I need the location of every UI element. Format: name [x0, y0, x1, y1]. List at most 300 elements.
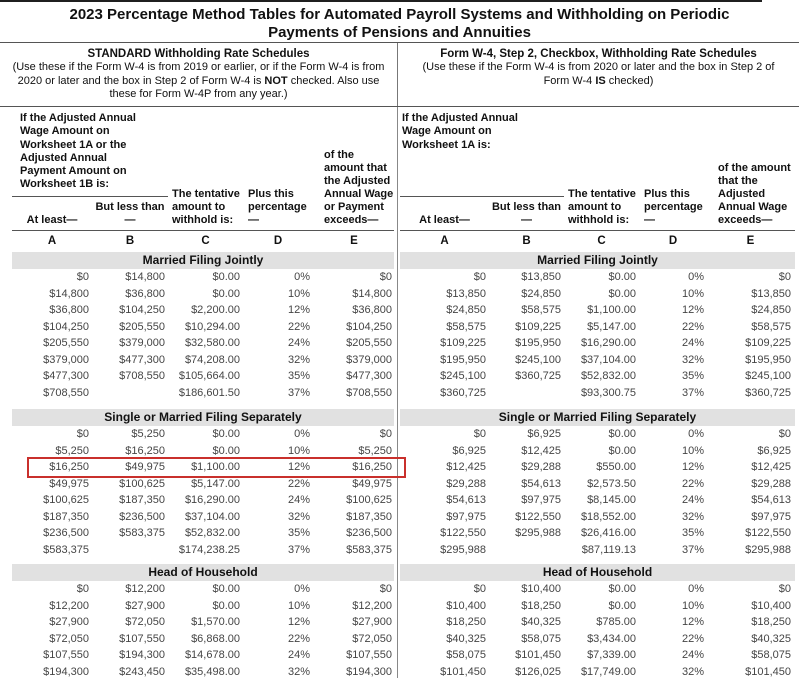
cell-c: $16,290.00: [580, 337, 636, 349]
cell-d: 35%: [681, 527, 704, 539]
cell-c: $35,498.00: [184, 665, 240, 678]
column-letters-row: [400, 231, 795, 252]
cell-a: $122,550: [440, 527, 486, 539]
cell-b: $10,400: [521, 583, 561, 595]
cell-d: 32%: [287, 353, 310, 366]
cell-a: $5,250: [55, 444, 89, 457]
cell-b: $195,950: [515, 337, 561, 349]
section-title: Single or Married Filing Separately: [12, 409, 394, 426]
table-row: [400, 286, 795, 303]
cell-b: $40,325: [521, 616, 561, 628]
cell-e: $245,100: [745, 370, 791, 382]
cell-b: $104,250: [119, 304, 165, 316]
col-label-amount-exceeds: of the amount that the Adjusted Annual Wage or Payment exceeds—: [324, 149, 394, 226]
cell-d: 22%: [287, 320, 310, 333]
cell-d: 22%: [287, 632, 310, 645]
cell-c: $1,100.00: [191, 461, 240, 473]
checkbox-schedule-heading: Form W-4, Step 2, Checkbox, Withholding Rate Schedules: [440, 48, 757, 60]
table-row: [12, 664, 394, 678]
cell-d: 0%: [688, 428, 704, 440]
letter-d: D: [668, 235, 678, 247]
cell-c: $174,238.25: [178, 543, 240, 556]
cell-c: $0.00: [608, 271, 636, 283]
cell-e: $379,000: [346, 353, 392, 366]
cell-a: $104,250: [43, 320, 89, 333]
cell-d: 32%: [681, 510, 704, 523]
cell-b: $36,800: [125, 287, 165, 300]
cell-b: $101,450: [515, 649, 561, 661]
table-row: [12, 459, 394, 476]
cell-a: $72,050: [49, 632, 89, 645]
cell-e: $40,325: [751, 632, 791, 645]
table-row: [12, 352, 394, 369]
cell-c: $16,290.00: [184, 494, 240, 506]
table-row: [12, 335, 394, 352]
cell-a: $0: [473, 271, 486, 283]
letter-b: B: [125, 235, 135, 247]
table-row: [400, 319, 795, 336]
cell-b: $187,350: [119, 494, 165, 506]
cell-d: 24%: [681, 649, 704, 661]
cell-b: $54,613: [521, 477, 561, 490]
table-row: [400, 302, 795, 319]
cell-b: $245,100: [515, 353, 561, 366]
cell-a: $27,900: [49, 616, 89, 628]
cell-c: $1,570.00: [191, 616, 240, 628]
cell-b: $583,375: [119, 527, 165, 539]
cell-a: $13,850: [446, 287, 486, 300]
cell-b: $72,050: [125, 616, 165, 628]
cell-b: $18,250: [521, 599, 561, 612]
cell-e: $0: [778, 583, 791, 595]
table-row: [12, 631, 394, 648]
cell-b: $205,550: [119, 320, 165, 333]
top-edge-strip: [0, 0, 762, 2]
letter-b: B: [522, 235, 531, 247]
cell-a: $0: [473, 583, 486, 595]
cell-e: $109,225: [745, 337, 791, 349]
cell-e: $205,550: [346, 337, 392, 349]
table-row: [400, 581, 795, 598]
cell-c: $0.00: [212, 287, 240, 300]
cell-d: 12%: [287, 304, 310, 316]
cell-c: $550.00: [596, 461, 636, 473]
cell-d: 22%: [681, 477, 704, 490]
table-row: [12, 302, 394, 319]
cell-e: $13,850: [751, 287, 791, 300]
cell-e: $97,975: [751, 510, 791, 523]
cell-b: $194,300: [119, 649, 165, 661]
cell-e: $49,975: [352, 477, 392, 490]
table-row: [400, 335, 795, 352]
cell-b: [92, 542, 168, 559]
section-title: Married Filing Jointly: [12, 252, 394, 269]
page-title-line-2: Payments of Pensions and Annuities: [268, 23, 531, 41]
cell-e: $187,350: [346, 510, 392, 523]
cell-e: $583,375: [346, 543, 392, 556]
table-row: [400, 525, 795, 542]
cell-c: $0.00: [608, 287, 636, 300]
cell-b: $16,250: [125, 444, 165, 457]
cell-a: $14,800: [49, 287, 89, 300]
cell-c: $0.00: [212, 583, 240, 595]
letter-a: A: [47, 235, 57, 247]
cell-a: $194,300: [43, 665, 89, 678]
cell-a: $58,075: [446, 649, 486, 661]
letter-a: A: [440, 235, 449, 247]
cell-b: [489, 385, 564, 402]
col-label-plus-percentage: Plus this percentage—: [644, 188, 703, 226]
letter-e: E: [746, 235, 755, 247]
table-row: [400, 269, 795, 286]
cell-b: $97,975: [521, 494, 561, 506]
cell-d: 22%: [681, 632, 704, 645]
cell-e: $27,900: [352, 616, 392, 628]
cell-c: $3,434.00: [587, 632, 636, 645]
standard-schedule-note: [12, 61, 385, 101]
standard-sections: [12, 252, 394, 678]
cell-c: $93,300.75: [580, 386, 636, 399]
cell-e: $16,250: [352, 461, 392, 473]
cell-c: $5,147.00: [587, 320, 636, 333]
cell-c: $14,678.00: [184, 649, 240, 661]
cell-b: $100,625: [119, 477, 165, 490]
cell-a: $58,575: [446, 320, 486, 333]
cell-a: $195,950: [440, 353, 486, 366]
cell-a: $18,250: [446, 616, 486, 628]
cell-c: $0.00: [212, 444, 240, 457]
cell-c: $2,200.00: [191, 304, 240, 316]
cell-d: 24%: [287, 494, 310, 506]
cell-b: $49,975: [125, 461, 165, 473]
cell-d: 0%: [294, 428, 310, 440]
column-headers: [12, 107, 394, 231]
cell-d: 37%: [681, 543, 704, 556]
cell-a: $10,400: [446, 599, 486, 612]
table-row: [400, 492, 795, 509]
letter-c: C: [597, 235, 606, 247]
cell-c: $0.00: [608, 583, 636, 595]
standard-schedule-heading: STANDARD Withholding Rate Schedules: [87, 48, 310, 60]
cell-c: $17,749.00: [580, 665, 636, 678]
table-row: [400, 542, 795, 559]
table-row: [12, 647, 394, 664]
cell-e: $194,300: [346, 665, 392, 678]
col-label-but-less-than: But less than—: [95, 201, 165, 226]
cell-b: $243,450: [119, 665, 165, 678]
table-row: [400, 614, 795, 631]
table-row: [400, 631, 795, 648]
cell-d: 35%: [287, 370, 310, 382]
table-row: [400, 598, 795, 615]
table-row: [12, 368, 394, 385]
cell-e: $0: [379, 428, 392, 440]
table-row: [400, 368, 795, 385]
cell-b: $122,550: [515, 510, 561, 523]
table-row: [12, 385, 394, 402]
cell-a: $54,613: [446, 494, 486, 506]
cell-a: $0: [76, 271, 89, 283]
checkbox-schedule-note: [416, 61, 781, 88]
standard-rate-table: [0, 107, 398, 678]
cell-a: $107,550: [43, 649, 89, 661]
cell-c: $0.00: [212, 428, 240, 440]
table-row: [400, 509, 795, 526]
cell-d: 10%: [681, 599, 704, 612]
cell-c: $5,147.00: [191, 477, 240, 490]
cell-a: $109,225: [440, 337, 486, 349]
cell-c: $6,868.00: [191, 632, 240, 645]
col-label-at-least: At least—: [26, 214, 78, 226]
cell-e: $104,250: [346, 320, 392, 333]
letter-d: D: [273, 235, 283, 247]
col-label-at-least: At least—: [419, 214, 470, 226]
note-bold-word: IS: [595, 74, 606, 87]
cell-b: $295,988: [515, 527, 561, 539]
table-row: [12, 492, 394, 509]
cell-d: 10%: [681, 444, 704, 457]
standard-table-inner: [12, 107, 394, 678]
cell-a: $0: [473, 428, 486, 440]
col-label-plus-percentage: Plus this percentage—: [248, 188, 307, 226]
cell-a: $29,288: [446, 477, 486, 490]
cell-d: 0%: [294, 583, 310, 595]
table-row: [12, 581, 394, 598]
col-label-amount-exceeds: of the amount that the Adjusted Annual Wage exceeds—: [718, 162, 791, 226]
cell-d: 37%: [287, 543, 310, 556]
cell-d: 24%: [681, 337, 704, 349]
table-row: [12, 426, 394, 443]
table-row: [12, 542, 394, 559]
cell-a: $12,425: [446, 461, 486, 473]
cell-a: $16,250: [49, 461, 89, 473]
rate-tables-row: [0, 107, 799, 678]
cell-b: $477,300: [119, 353, 165, 366]
cell-c: $37,104.00: [184, 510, 240, 523]
rate-section: [12, 564, 394, 678]
checkbox-rate-table: [398, 107, 798, 678]
cell-a: $360,725: [440, 386, 486, 399]
cell-b: $6,925: [527, 428, 561, 440]
cell-a: $49,975: [49, 477, 89, 490]
cell-a: $295,988: [440, 543, 486, 556]
cell-d: 32%: [287, 510, 310, 523]
column-labels: [400, 162, 795, 230]
cell-a: $0: [76, 428, 89, 440]
wage-amount-intro: If the Adjusted Annual Wage Amount on Worksheet 1A is:: [402, 112, 518, 151]
letter-e: E: [350, 235, 358, 247]
table-row: [12, 443, 394, 460]
cell-b: $5,250: [131, 428, 165, 440]
cell-b: $379,000: [119, 337, 165, 349]
cell-b: $360,725: [515, 370, 561, 382]
cell-e: $12,425: [751, 461, 791, 473]
cell-c: $0.00: [608, 428, 636, 440]
cell-e: $477,300: [346, 370, 392, 382]
cell-b: $708,550: [119, 370, 165, 382]
cell-a: $100,625: [43, 494, 89, 506]
rate-section: [12, 252, 394, 401]
cell-e: $360,725: [745, 386, 791, 399]
cell-d: 22%: [681, 320, 704, 333]
cell-e: $100,625: [346, 494, 392, 506]
cell-a: $36,800: [49, 304, 89, 316]
cell-e: $72,050: [352, 632, 392, 645]
cell-b: $14,800: [125, 271, 165, 283]
cell-b: $12,425: [521, 444, 561, 457]
table-row: [400, 426, 795, 443]
cell-d: 24%: [287, 337, 310, 349]
table-row: [12, 269, 394, 286]
cell-c: $0.00: [212, 271, 240, 283]
cell-b: $107,550: [119, 632, 165, 645]
cell-e: $708,550: [346, 386, 392, 399]
cell-a: $0: [76, 583, 89, 595]
table-row: [400, 476, 795, 493]
note-text: (Use these if the Form W-4 is from 2020 or later and the box in Step 2 of Form W-4: [422, 61, 775, 87]
cell-e: $12,200: [352, 599, 392, 612]
section-title: Single or Married Filing Separately: [400, 409, 795, 426]
cell-b: [489, 542, 564, 559]
cell-c: $26,416.00: [580, 527, 636, 539]
table-row: [12, 598, 394, 615]
table-row: [400, 443, 795, 460]
cell-c: $785.00: [596, 616, 636, 628]
cell-c: $0.00: [608, 444, 636, 457]
cell-a: $187,350: [43, 510, 89, 523]
cell-e: $14,800: [352, 287, 392, 300]
cell-e: $122,550: [745, 527, 791, 539]
cell-c: $32,580.00: [184, 337, 240, 349]
cell-e: $10,400: [751, 599, 791, 612]
table-row: [12, 509, 394, 526]
cell-d: 32%: [681, 353, 704, 366]
cell-a: $40,325: [446, 632, 486, 645]
cell-e: $5,250: [358, 444, 392, 457]
rate-section: [400, 252, 795, 401]
cell-c: $186,601.50: [178, 386, 240, 399]
column-headers: [400, 107, 795, 231]
note-text: (Use these if the Form W-4 is from 2019 or earlier, or if the Form W-4 is from 2020 or later and the box in Step 2 of Form W-4 is: [12, 61, 385, 87]
cell-e: $0: [778, 428, 791, 440]
cell-d: 0%: [688, 271, 704, 283]
cell-b: $27,900: [125, 599, 165, 612]
cell-e: $29,288: [751, 477, 791, 490]
cell-b: $12,200: [125, 583, 165, 595]
cell-d: 24%: [287, 649, 310, 661]
cell-a: $205,550: [43, 337, 89, 349]
cell-b: $236,500: [119, 510, 165, 523]
cell-e: $236,500: [346, 527, 392, 539]
cell-c: $87,119.13: [581, 543, 636, 556]
cell-b: $109,225: [515, 320, 561, 333]
col-label-tentative-amount: The tentative amount to withhold is:: [172, 188, 240, 226]
cell-a: $101,450: [440, 665, 486, 678]
cell-d: 0%: [294, 271, 310, 283]
cell-d: 12%: [681, 461, 704, 473]
cell-b: $24,850: [521, 287, 561, 300]
table-row: [12, 525, 394, 542]
cell-d: 32%: [681, 665, 704, 678]
cell-b: $58,075: [521, 632, 561, 645]
cell-a: $245,100: [440, 370, 486, 382]
rate-section: [400, 409, 795, 558]
cell-a: $12,200: [49, 599, 89, 612]
table-row: [400, 352, 795, 369]
cell-c: $18,552.00: [580, 510, 636, 523]
cell-d: 22%: [287, 477, 310, 490]
cell-d: 0%: [688, 583, 704, 595]
table-row: [12, 319, 394, 336]
section-title: Head of Household: [400, 564, 795, 581]
cell-e: $54,613: [751, 494, 791, 506]
section-title: Head of Household: [12, 564, 394, 581]
cell-c: $52,832.00: [184, 527, 240, 539]
col-label-tentative-amount: The tentative amount to withhold is:: [568, 188, 636, 226]
checkbox-sections: [400, 252, 795, 678]
cell-a: $236,500: [43, 527, 89, 539]
checkbox-table-inner: [400, 107, 795, 678]
checkbox-schedule-header: [398, 43, 799, 106]
cell-a: $6,925: [452, 444, 486, 457]
cell-d: 12%: [681, 616, 704, 628]
cell-a: $97,975: [446, 510, 486, 523]
table-row: [400, 459, 795, 476]
cell-d: 37%: [681, 386, 704, 399]
wage-amount-intro: If the Adjusted Annual Wage Amount on Worksheet 1A or the Adjusted Annual Payment Amount on Worksheet 1B is:: [20, 112, 136, 191]
cell-a: $477,300: [43, 370, 89, 382]
cell-c: $1,100.00: [587, 304, 636, 316]
cell-b: $126,025: [515, 665, 561, 678]
table-row: [400, 385, 795, 402]
cell-b: $13,850: [521, 271, 561, 283]
cell-b: $58,575: [521, 304, 561, 316]
cell-c: $0.00: [212, 599, 240, 612]
cell-e: $195,950: [745, 353, 791, 366]
cell-d: 12%: [287, 616, 310, 628]
cell-a: $379,000: [43, 353, 89, 366]
cell-a: $24,850: [446, 304, 486, 316]
cell-e: $0: [379, 583, 392, 595]
note-bold-word: NOT: [264, 74, 288, 87]
table-row: [12, 614, 394, 631]
cell-e: $6,925: [757, 444, 791, 457]
table-row: [400, 664, 795, 678]
rate-section: [12, 409, 394, 558]
cell-e: $58,575: [751, 320, 791, 333]
cell-e: $0: [379, 271, 392, 283]
cell-c: $7,339.00: [587, 649, 636, 661]
section-title: Married Filing Jointly: [400, 252, 795, 269]
cell-d: 12%: [681, 304, 704, 316]
cell-d: 32%: [287, 665, 310, 678]
schedule-headers-row: [0, 43, 799, 107]
note-text: checked. Also use these for Form W-4P from any year.): [109, 74, 380, 101]
cell-d: 35%: [681, 370, 704, 382]
cell-c: $10,294.00: [184, 320, 240, 333]
page-title: [0, 0, 799, 43]
cell-c: $105,664.00: [178, 370, 240, 382]
column-letters-row: [12, 231, 394, 252]
cell-d: 24%: [681, 494, 704, 506]
cell-e: $107,550: [346, 649, 392, 661]
cell-c: $37,104.00: [580, 353, 636, 366]
cell-b: $29,288: [521, 461, 561, 473]
cell-e: $18,250: [751, 616, 791, 628]
cell-e: $0: [778, 271, 791, 283]
cell-d: 10%: [287, 287, 310, 300]
cell-a: $708,550: [43, 386, 89, 399]
